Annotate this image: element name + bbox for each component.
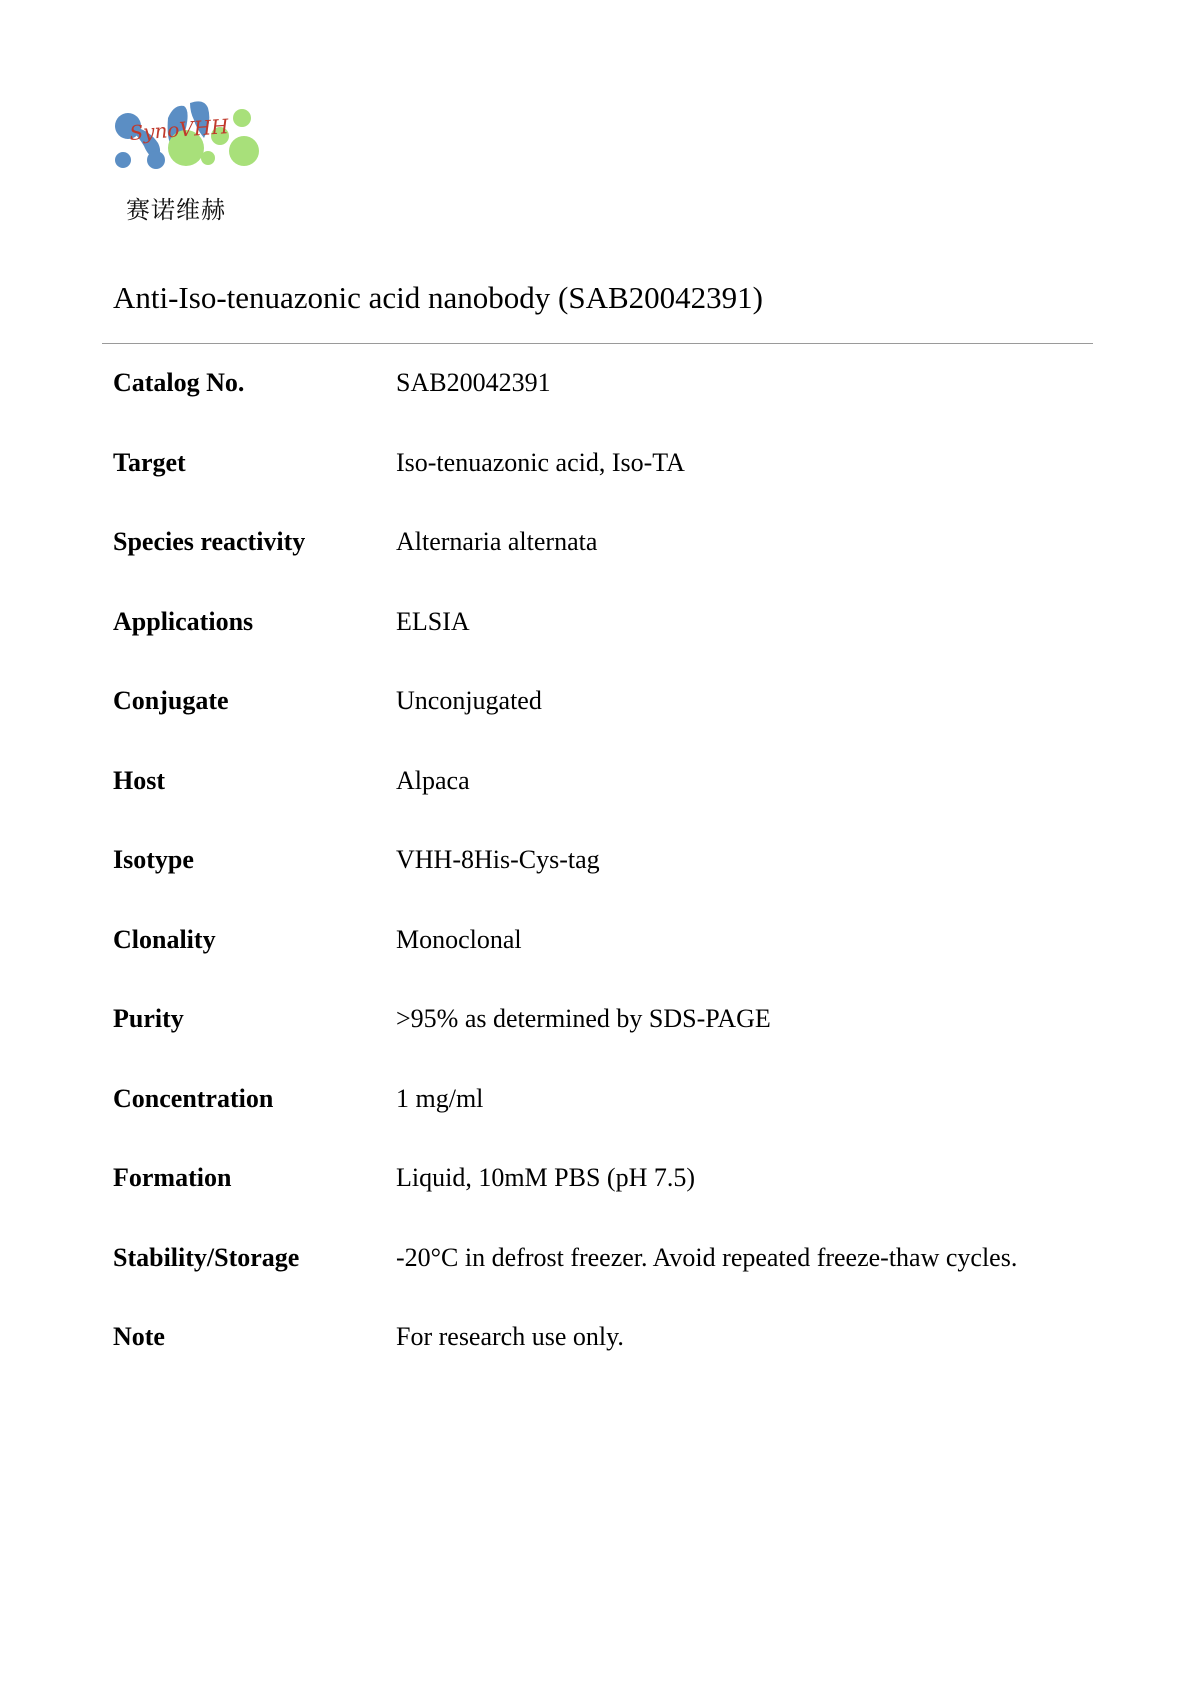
spec-label: Note [113, 1322, 165, 1351]
spec-row-applications [113, 607, 1093, 687]
spec-label: Concentration [113, 1083, 274, 1113]
logo-chinese-name: 赛诺维赫 [126, 196, 226, 224]
spec-list [113, 368, 1093, 1402]
spec-value: 1 mg/ml [396, 1083, 484, 1113]
spec-row-species-reactivity [113, 527, 1093, 607]
logo-mark-icon [108, 98, 263, 188]
spec-label: Target [113, 447, 186, 477]
spec-label: Applications [113, 606, 254, 636]
spec-value: >95% as determined by SDS-PAGE [396, 1004, 771, 1033]
spec-row-note [113, 1322, 1093, 1402]
spec-row-purity [113, 1004, 1093, 1084]
spec-row-catalog-no [113, 368, 1093, 448]
spec-value: Unconjugated [396, 686, 542, 715]
spec-value: Alternaria alternata [396, 527, 598, 556]
spec-label: Species reactivity [113, 527, 306, 556]
spec-label: Catalog No. [113, 368, 245, 397]
spec-row-stability-storage [113, 1243, 1093, 1323]
spec-row-isotype [113, 845, 1093, 925]
logo-brand-text: SynoVHH [128, 114, 230, 145]
document-title: Anti-Iso-tenuazonic acid nanobody (SAB20042391) [113, 280, 764, 315]
spec-value: VHH-8His-Cys-tag [396, 845, 600, 874]
spec-value: SAB20042391 [396, 368, 551, 397]
spec-value: Alpaca [396, 765, 470, 795]
spec-value: -20°C in defrost freezer. Avoid repeated freeze-thaw cycles. [396, 1242, 1018, 1272]
spec-row-host [113, 766, 1093, 846]
spec-row-clonality [113, 925, 1093, 1005]
spec-label: Conjugate [113, 686, 229, 715]
spec-value: Iso-tenuazonic acid, Iso-TA [396, 447, 685, 477]
spec-row-formation [113, 1163, 1093, 1243]
spec-label: Clonality [113, 924, 216, 954]
spec-value: ELSIA [396, 606, 470, 636]
company-logo [108, 98, 263, 228]
spec-value: For research use only. [396, 1322, 624, 1351]
spec-label: Formation [113, 1163, 232, 1192]
spec-value: Liquid, 10mM PBS (pH 7.5) [396, 1163, 696, 1192]
title-divider [102, 343, 1093, 344]
spec-label: Purity [113, 1004, 184, 1033]
spec-row-concentration [113, 1084, 1093, 1164]
spec-label: Host [113, 765, 165, 795]
spec-label: Isotype [113, 845, 194, 874]
spec-row-conjugate [113, 686, 1093, 766]
spec-row-target [113, 448, 1093, 528]
spec-value: Monoclonal [396, 924, 522, 954]
spec-label: Stability/Storage [113, 1242, 300, 1272]
